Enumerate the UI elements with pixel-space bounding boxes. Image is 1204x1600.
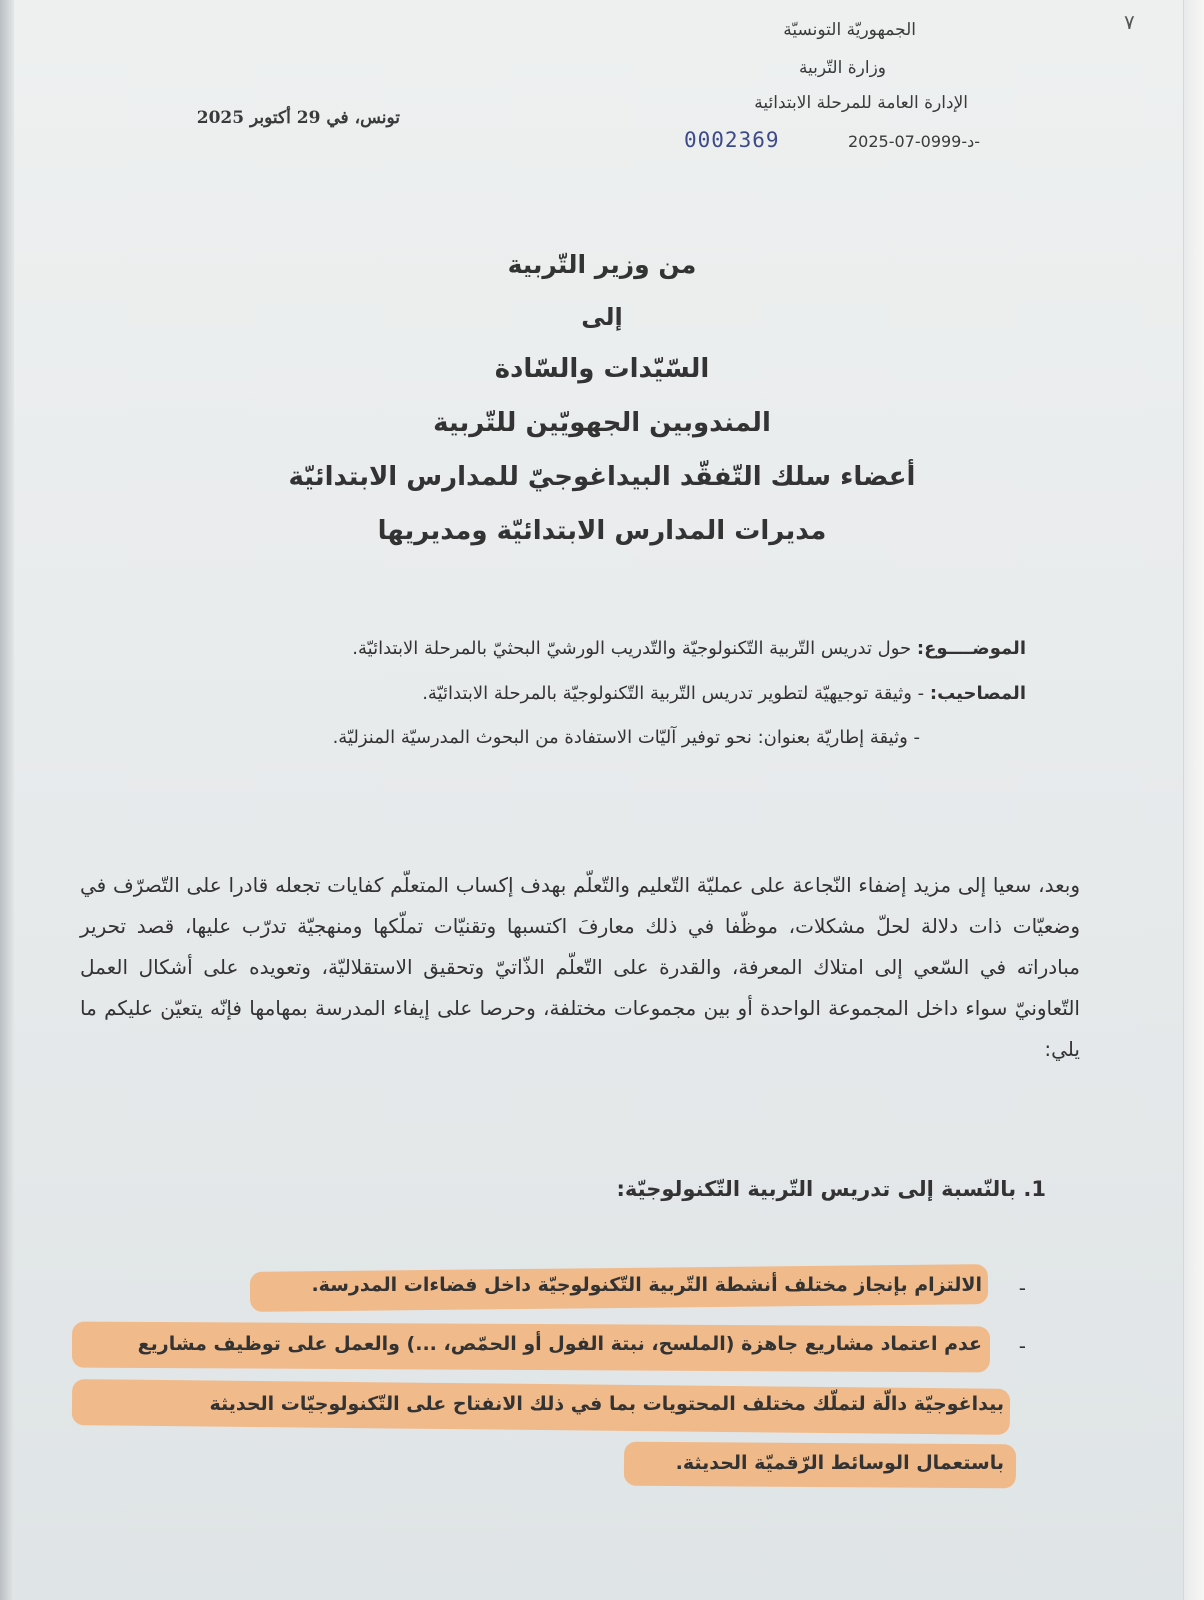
salutation-line: السّيّدات والسّادة — [494, 354, 710, 384]
section-1-title: 1. بالنّسبة إلى تدريس التّربية التّكنولوجيّة: — [616, 1177, 1046, 1201]
corner-mark: ٧ — [1124, 10, 1135, 34]
bullet-2-line-1: عدم اعتماد مشاريع جاهزة (الملسح، نبتة الفول أو الحمّص، ...) والعمل على توظيف مشاريع — [137, 1333, 982, 1355]
recipients-inspectors: أعضاء سلك التّفقّد البيداغوجيّ للمدارس الابتدائيّة — [288, 462, 916, 492]
bullet-2-line-3: باستعمال الوسائط الرّقميّة الحديثة. — [675, 1452, 1004, 1474]
recipients-school-directors: مديرات المدارس الابتدائيّة ومديريها — [377, 516, 827, 546]
page-fold-shadow — [0, 0, 14, 1600]
attachment-1: - وثيقة توجيهيّة لتطوير تدريس التّربية التّكنولوجيّة بالمرحلة الابتدائيّة. — [422, 683, 925, 704]
to-line: إلى — [581, 303, 623, 331]
page-edge — [1183, 0, 1204, 1600]
recipients-regional-delegates: المندوبين الجهويّين للتّربية — [433, 408, 771, 438]
from-line: من وزير التّربية — [507, 250, 697, 279]
bullet-1-dash: - — [1018, 1276, 1026, 1300]
bullet-2-dash: - — [1018, 1334, 1026, 1358]
attachment-2: - وثيقة إطاريّة بعنوان: نحو توفير آليّات الاستفادة من البحوث المدرسيّة المنزليّة. — [332, 727, 920, 748]
subject-text: حول تدريس التّربية التّكنولوجيّة والتّدريب الورشيّ البحثيّ بالمرحلة الابتدائيّة. — [352, 638, 912, 659]
place-date: تونس، في 29 أكتوبر 2025 — [196, 108, 400, 128]
bullet-1-text: الالتزام بإنجاز مختلف أنشطة التّربية التّكنولوجيّة داخل فضاءات المدرسة. — [311, 1274, 982, 1296]
attachments-label: المصاحيب: — [929, 683, 1026, 704]
subject-label: الموضــــوع: — [916, 638, 1026, 659]
reference-handwritten: 0002369 — [684, 128, 780, 152]
header-ministry: وزارة التّربية — [798, 58, 886, 78]
header-directorate: الإدارة العامة للمرحلة الابتدائية — [754, 93, 968, 113]
header-republic: الجمهوريّة التونسيّة — [783, 20, 916, 40]
bullet-2-line-2: بيداغوجيّة دالّة لتملّك مختلف المحتويات بما في ذلك الانفتاح على التّكنولوجيّات الحديثة — [209, 1393, 1004, 1415]
body-paragraph: وبعد، سعيا إلى مزيد إضفاء النّجاعة على عمليّة التّعليم والتّعلّم بهدف إكساب المتعلّم كفايات تجعله قادرا على التّصرّف في وضعيّات ذات دلالة لحلّ مشكلات، موظّفا في ذلك معارفَ اكتسبها وتقنيّات تملّكها ومنهجيّة تدرّب عليها، قصد تحرير مبادراته في السّعي إلى امتلاك المعرفة، والقدرة على التّعلّم الذّاتيّ وتحقيق الاستقلاليّة، وتعويده على أشكال العمل التّعاونيّ سواء داخل المجموعة الواحدة أو بين مجموعات مختلفة، وحرصا على إيفاء المدرسة بمهامها فإنّه يتعيّن عليكم ما يلي: — [80, 873, 1080, 1061]
subject-line — [352, 638, 1026, 659]
attachments-line — [422, 683, 1026, 704]
reference-printed: د-0999-07-2025- — [848, 132, 981, 151]
